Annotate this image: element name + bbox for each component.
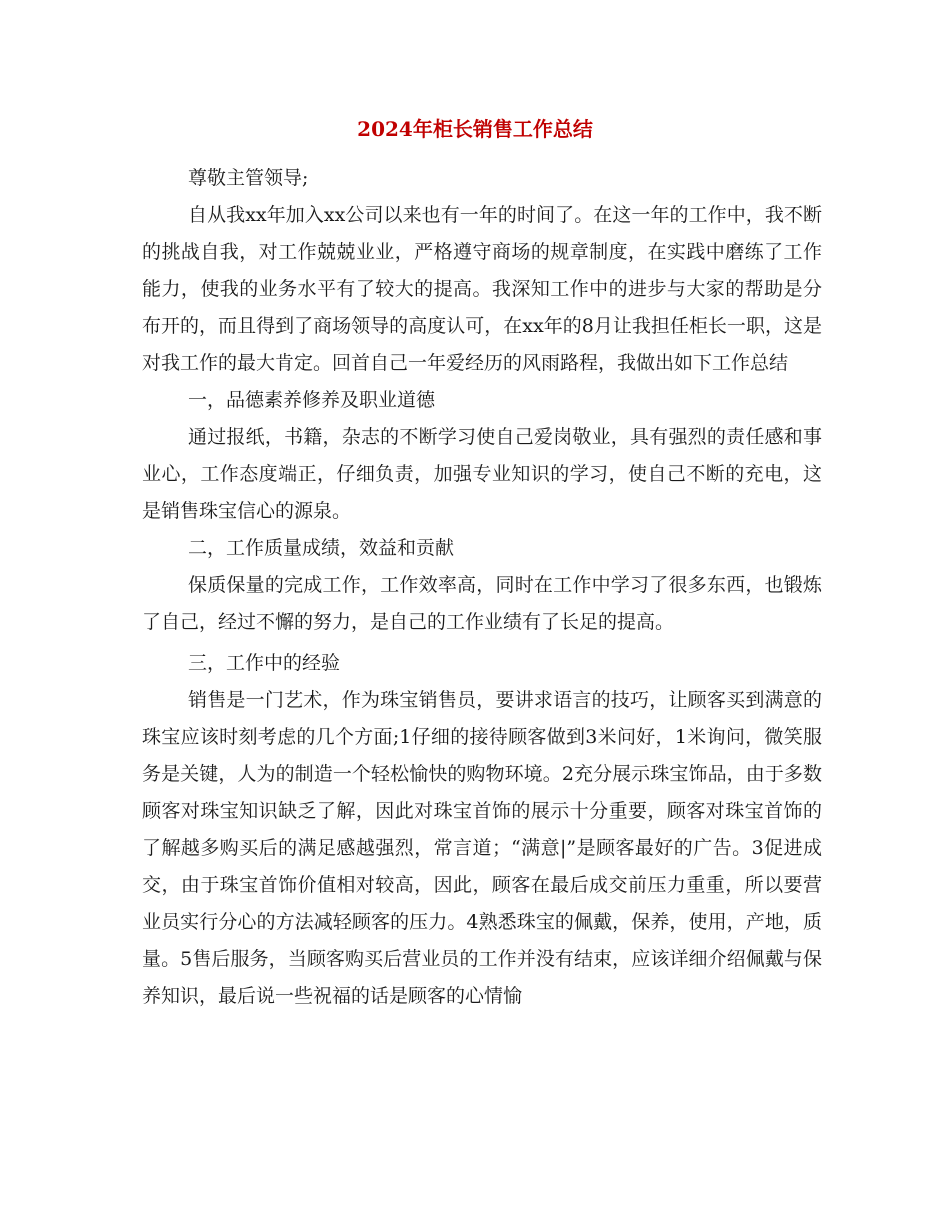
document-title: 2024年柜长销售工作总结 <box>357 117 593 141</box>
section-3-body: 销售是一门艺术，作为珠宝销售员，要讲求语言的技巧，让顾客买到满意的珠宝应该时刻考虑的几个方面;1仔细的接待顾客做到3米问好，1米询问，微笑服务是关键，人为的制造一个轻松愉快的购物环境。2充分展示珠宝饰品，由于多数顾客对珠宝知识缺乏了解，因此对珠宝首饰的展示十分重要，顾客对珠宝首饰的了解越多购买后的满足感越强烈，常言道；“满意|”是顾客最好的广告。3促进成交，由于珠宝首饰价值相对较高，因此，顾客在最后成交前压力重重，所以要营业员实行分心的方法减轻顾客的压力。4熟悉珠宝的佩戴，保养，使用，产地，质量。5售后服务，当顾客购买后营业员的工作并没有结束，应该详细介绍佩戴与保养知识，最后说一些祝福的话是顾客的心情愉 <box>142 689 822 1007</box>
document-body <box>142 160 822 1015</box>
section-3-heading: 三，工作中的经验 <box>188 652 341 674</box>
salutation: 尊敬主管领导; <box>188 167 309 189</box>
intro-paragraph: 自从我xx年加入xx公司以来也有一年的时间了。在这一年的工作中，我不断的挑战自我，对工作兢兢业业，严格遵守商场的规章制度，在实践中磨练了工作能力，使我的业务水平有了较大的提高。我深知工作中的进步与大家的帮助是分布开的，而且得到了商场领导的高度认可，在xx年的8月让我担任柜长一职，这是对我工作的最大肯定。回首自己一年爱经历的风雨路程，我做出如下工作总结 <box>142 204 822 374</box>
section-1-heading: 一，品德素养修养及职业道德 <box>188 389 436 411</box>
section-1-body: 通过报纸，书籍，杂志的不断学习使自己爱岗敬业，具有强烈的责任感和事业心，工作态度端正，仔细负责，加强专业知识的学习，使自己不断的充电，这是销售珠宝信心的源泉。 <box>142 426 822 522</box>
section-2-heading: 二，工作质量成绩，效益和贡献 <box>188 537 455 559</box>
section-2-body: 保质保量的完成工作，工作效率高，同时在工作中学习了很多东西，也锻炼了自己，经过不懈的努力，是自己的工作业绩有了长足的提高。 <box>142 574 822 633</box>
